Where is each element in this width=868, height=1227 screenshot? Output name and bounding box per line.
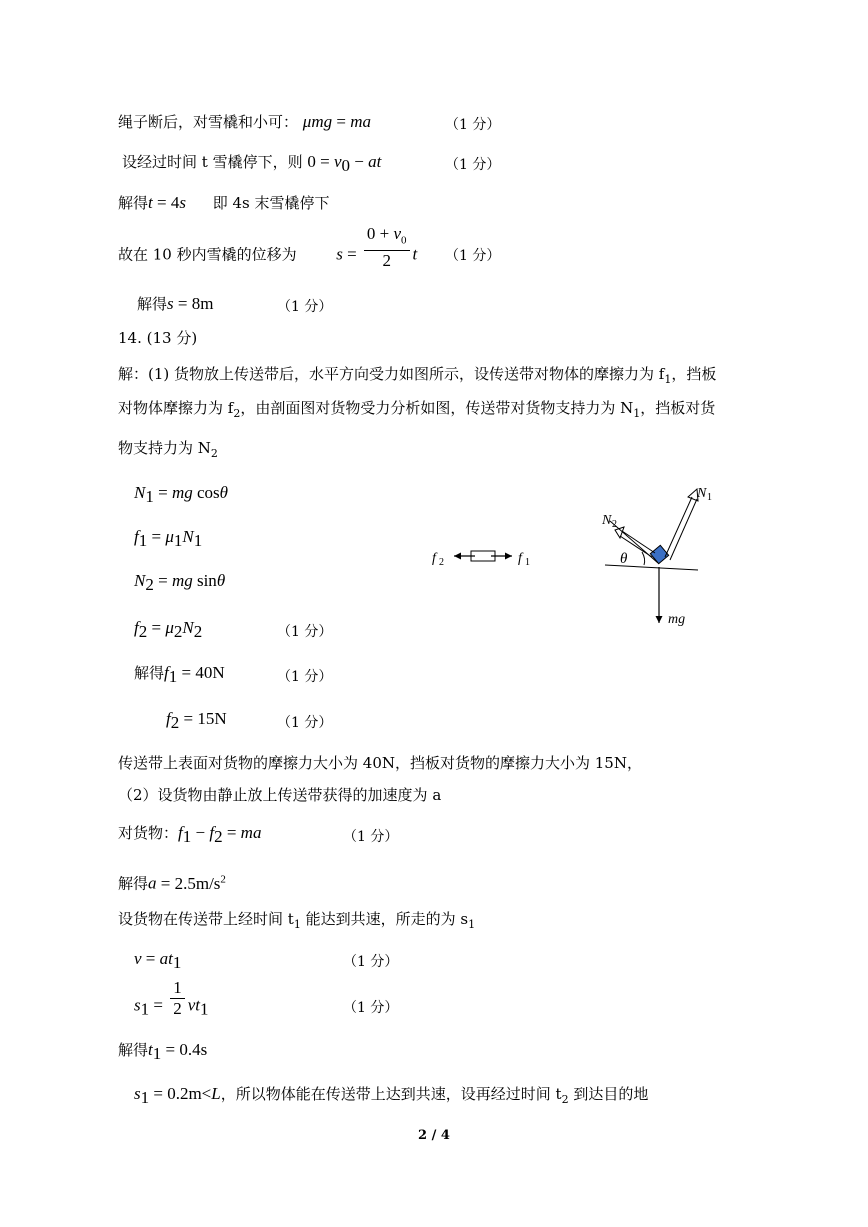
eq-solve-t1: 解得$t_1 = 0.4s$ (118, 1040, 208, 1063)
score-7: （1 分） (277, 715, 333, 731)
score-5: （1 分） (277, 624, 333, 640)
friction-force-diagram (420, 540, 540, 576)
eq-s1: $s_1$ = $\frac{1}{2}$ $vt_1$ (134, 978, 209, 1019)
eq-solve-a: 解得$a = 2.5m/s^2$ (118, 873, 226, 893)
section-14-title: 14. (13 分) (118, 329, 198, 347)
score-8: （1 分） (343, 829, 399, 845)
theta-label: θ (620, 551, 628, 567)
last-line: $s_1 = 0.2m<L$，所以物体能在传送带上达到共速，设再经过时间 $t_2$ 到达目的地 (134, 1084, 649, 1107)
eq-N1: $N_1$ = mg cosθ (134, 483, 228, 506)
eq-N2: $N_2$ = mg sinθ (134, 571, 226, 594)
svg-text:2: 2 (439, 557, 444, 568)
cross-section-diagram (580, 475, 720, 635)
paragraph-line-3: 物支持力为 $N_2$ (118, 439, 218, 460)
line-solve-s: 解得s = 8m (137, 294, 214, 313)
part2-intro: （2）设货物由静止放上传送带获得的加速度为 a (118, 786, 442, 804)
paragraph-line-1: 解：(1) 货物放上传送带后，水平方向受力如图所示，设传送带对物体的摩擦力为 $f_1$，挡板 (118, 365, 717, 386)
f1-label: f (518, 551, 522, 566)
N2-label: N (602, 513, 612, 528)
eq-cargo: 对货物：$f_1 - f_2$ = ma (118, 823, 262, 846)
eq-f2: $f_2 = \mu_2N_2$ (134, 618, 203, 641)
score-2: （1 分） (445, 157, 501, 173)
N1-label: N (697, 486, 707, 501)
score-3: （1 分） (445, 248, 501, 264)
svg-text:1: 1 (525, 557, 530, 568)
eq-solve-f2: $f_2 = 15N$ (166, 709, 227, 732)
eq-solve-f1: 解得$f_1 = 40N$ (134, 663, 225, 686)
score-1: （1 分） (445, 117, 501, 133)
paragraph-s1: 设货物在传送带上经时间 $t_1$ 能达到共速，所走的为 $s_1$ (118, 910, 476, 931)
eq-f1: $f_1 = \mu_1N_1$ (134, 527, 203, 550)
score-4: （1 分） (277, 299, 333, 315)
svg-text:2: 2 (612, 519, 617, 530)
score-9: （1 分） (343, 954, 399, 970)
line-time-stop: 设经过时间 t 雪橇停下，则 $0 = v_0$ − at (122, 152, 382, 175)
score-6: （1 分） (277, 669, 333, 685)
mg-label: mg (668, 612, 686, 627)
eq-v: $v = at_1$ (134, 949, 182, 972)
f2-label: f (432, 551, 436, 566)
page-number: 2 / 4 (418, 1128, 450, 1143)
paragraph-line-2: 对物体摩擦力为 $f_2$，由剖面图对货物受力分析如图，传送带对货物支持力为 $N_1$，挡板对货 (118, 399, 716, 420)
line-solve-t: 解得t = 4s 即 4s 末雪橇停下 (118, 193, 330, 212)
svg-text:1: 1 (707, 492, 712, 503)
line-rope-broken: 绳子断后，对雪橇和小可： μmg = ma (118, 112, 371, 131)
line-displacement: 故在 10 秒内雪橇的位移为 s = $\frac{0 + v_0}{2}$ t (118, 224, 418, 271)
summary-line: 传送带上表面对货物的摩擦力大小为 40N，挡板对货物的摩擦力大小为 15N， (118, 754, 642, 772)
score-10: （1 分） (343, 1000, 399, 1016)
